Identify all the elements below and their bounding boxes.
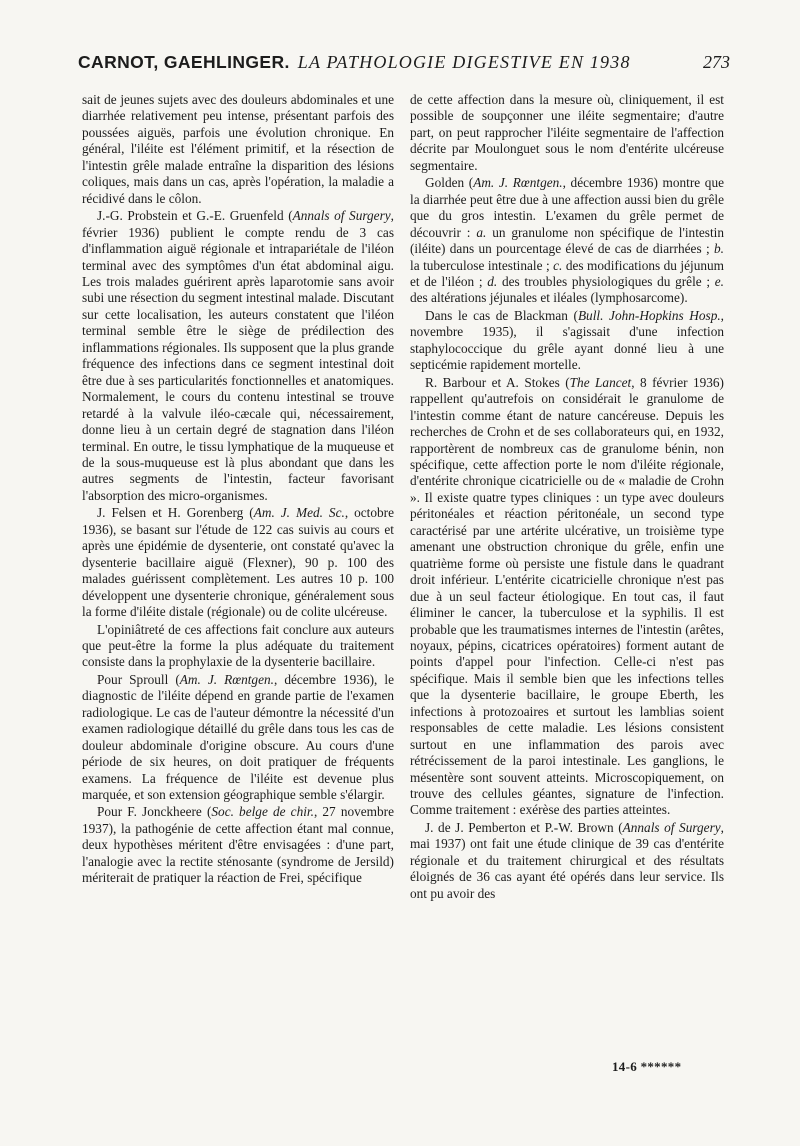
- paragraph: J.-G. Probstein et G.-E. Gruenfeld (Annals of Surgery, février 1936) publient le compte rendu de 3 cas d'inflammation aiguë régionale et intrapariétale de l'iléon terminal avec des symptômes d'un état abdominal aigu. Les trois malades guérirent après laparotomie sans avoir subi une résection du segment intestinal malade. Discutant sur cette localisation, les auteurs constatent que l'iléon terminal semble être le siège de prédilection des inflammations régionales. Ils supposent que la plus grande fréquence des infections dans ce segment intestinal doit être due à ses particularités fonctionnelles et anatomiques. Normalement, le cours du contenu intestinal se trouve retardé à la valvule iléo-cæcale qui, nécessairement, donne lieu à un certain degré de stagnation dans l'iléon terminal. En outre, le tissu lymphatique de la muqueuse et de la sous-muqueuse est là plus abondant que dans les autres segments de l'intestin, facteur favorisant l'absorption des micro-organismes.: [82, 208, 394, 503]
- printer-signature: 14-6 ******: [612, 1059, 682, 1074]
- paragraph: R. Barbour et A. Stokes (The Lancet, 8 février 1936) rappellent qu'autrefois on considérait le granulome de l'intestin comme étant de nature cancéreuse. Depuis les recherches de Crohn et de ses collaborateurs qui, en 1932, rapportèrent de nombreux cas de granulome bénin, non spécifique, cette affection porte le nom d'iléite régionale, d'entérite chronique cicatricielle ou de « maladie de Crohn ». Il existe quatre types cliniques : un type avec douleurs péritonéales et réaction péritonéale, un second type caractérisé par une artérite ulcérative, un troisième type amenant une obstruction chronique du grêle, enfin une quatrième forme où persiste une fistule dans le quadrant droit inférieur. L'entérite cicatricielle chronique n'est pas due à un seul facteur étiologique. En tout cas, il faut éliminer le cancer, la tuberculose et la syphilis. Il est probable que les traumatismes internes de l'intestin (arêtes, noyaux, pépins, cicatrices opératoires) forment autant de points d'appel pour l'infection. Celle-ci n'est pas spécifique. Mais il semble bien que les infections telles que la dysenterie bacillaire, le groupe Eberth, les infections à protozoaires et surtout les lamblias soient responsables de cette maladie. Les lésions consistent surtout en une inflammation des parois avec rétrécissement de la paroi intestinale. Les ganglions, le mésentère sont souvent atteints. Microscopiquement, on trouve des cellules géantes, signature de l'infection. Comme traitement : exérèse des parties atteintes.: [410, 374, 724, 818]
- paragraph: sait de jeunes sujets avec des douleurs abdominales et une diarrhée relativement peu intense, présentant parfois des poussées aiguës, parfois une évolution chronique. En général, l'iléite est l'élément primitif, et la résection de l'intestin grêle malade entraîne la disparition des lésions coliques, mais dans un cas, après l'opération, la maladie a récidivé dans le côlon.: [82, 92, 394, 206]
- paragraph: Golden (Am. J. Rœntgen., décembre 1936) montre que la diarrhée peut être due à une affection aussi bien du grêle que du gros intestin. L'examen du grêle permet de découvrir : a. un granulome non spécifique de l'intestin (iléite) dans un pourcentage élevé de cas de diarrhées ; b. la tuberculose intestinale ; c. des modifications du jéjunum et de l'iléon ; d. des troubles physiologiques du grêle ; e. des altérations jéjunales et iléales (lymphosarcome).: [410, 175, 725, 306]
- page-number: 273: [703, 52, 730, 72]
- right-column: [410, 92, 724, 903]
- running-header: [78, 52, 730, 82]
- paragraph: de cette affection dans la mesure où, cliniquement, il est possible de soupçonner une iléite segmentaire; d'autre part, on peut rapprocher l'iléite segmentaire de l'affection décrite par Moulonguet sous le nom d'entérite ulcéreuse segmentaire.: [410, 92, 724, 173]
- left-column: [82, 92, 394, 888]
- paragraph: Dans le cas de Blackman (Bull. John-Hopkins Hosp., novembre 1935), il s'agissait d'une infection staphylococcique du grêle ayant donné lieu à une septicémie rapidement mortelle.: [410, 307, 724, 373]
- paragraph: Pour F. Jonckheere (Soc. belge de chir., 27 novembre 1937), la pathogénie de cette affection étant mal connue, deux hypothèses méritent d'être envisagées : d'une part, l'analogie avec la rectite sténosante (syndrome de Jersild) mériterait de pratiquer la réaction de Frei, spécifique: [82, 804, 394, 886]
- header-title: LA PATHOLOGIE DIGESTIVE EN 1938: [297, 52, 631, 72]
- paragraph: Pour Sproull (Am. J. Rœntgen., décembre 1936), le diagnostic de l'iléite dépend en grande partie de l'examen radiologique. Le cas de l'auteur démontre la nécessité d'un examen radiologique détaillé du grêle dans tous les cas de douleur abdominale d'origine obscure. Au cours d'une période de six heures, on doit pratiquer de fréquents examens. La fréquence de l'iléite est devenue plus marquée, et son extension géographique semble s'élargir.: [82, 671, 394, 803]
- header-authors: CARNOT, GAEHLINGER.: [78, 52, 290, 72]
- paragraph: J. Felsen et H. Gorenberg (Am. J. Med. Sc., octobre 1936), se basant sur l'étude de 122 cas suivis au cours et après une épidémie de dysenterie, ont constaté qu'avec la dysenterie bacillaire aiguë (Flexner), 90 p. 100 des malades guérissent complètement. Les autres 10 p. 100 développent une dysenterie chronique, généralement sous la forme d'iléite distale (régionale) ou de colite ulcéreuse.: [82, 505, 394, 620]
- paragraph: L'opiniâtreté de ces affections fait conclure aux auteurs que peut-être la forme la plus adéquate du traitement consiste dans la prophylaxie de la dysenterie bacillaire.: [82, 621, 394, 670]
- paragraph: J. de J. Pemberton et P.-W. Brown (Annals of Surgery, mai 1937) ont fait une étude clinique de 39 cas d'entérite régionale et du traitement chirurgical et des résultats éloignés de 36 cas ayant été opérés dans leur service. Ils ont pu avoir des: [410, 819, 724, 901]
